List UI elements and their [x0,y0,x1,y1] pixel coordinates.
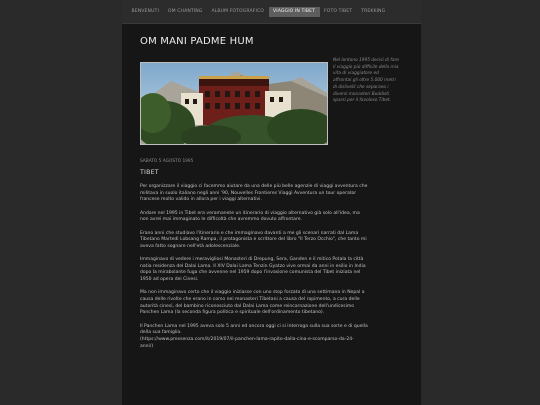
post-paragraph: Il Panchen Lama nel 1995 aveva solo 5 anni ed ancora oggi ci si interroga sulla sua sorte e di quella della sua famiglia. (https://www.pressenza.com/it/2019/07/il-panchen-lama-rapito-dalla-cina-e-scomparso-da-24- anni/) [140,323,368,349]
nav-item-benvenuti[interactable]: BENVENUTI [131,9,159,14]
post-date: SABATO 5 AGOSTO 1995 [140,159,194,164]
nav-item-trekking[interactable]: TREKKING [361,9,386,14]
page-container [122,0,421,405]
post-title[interactable]: TIBET [140,169,159,176]
post-paragraph: Erano anni che studiavo l'itinerario e che immaginavo davanti a me gli scenari narrati dal Lama Tibetano Martedì Lobsang Rampa, il protagonista e scrittore del libro "Il Terzo Occhio", che tanto mi aveva fatto sognare nell'età adolescenziale. [140,230,367,249]
post-body [140,184,412,357]
nav-item-foto-tibet[interactable]: FOTO TIBET [324,9,353,14]
post-paragraph: Per organizzare il viaggio ci facemmo aiutare da una delle più belle agenzie di viaggi avventura che militava in suolo italiano negli anni '90, Nouvelles Frontieres Viaggi Avventura un tour operator francese molto valido in allora per i viaggi alternativi. [140,184,368,203]
top-navigation [122,0,421,24]
nav-item-om-chanting[interactable]: OM CHANTING [167,9,203,14]
post-paragraph: Andare nel 1995 in Tibet era veramanete un itinerario di viaggio alternativo già solo all'idea, ma non avrei mai immaginato le difficoltà che avremmo dovuto affrontare. [140,210,360,223]
nav-item-album-fotografico[interactable]: ALBUM FOTOGRAFICO [211,9,265,14]
site-title: OM MANI PADME HUM [140,36,254,47]
nav-item-viaggio-in-tibet[interactable]: VIAGGIO IN TIBET [269,7,320,17]
intro-caption: Nel lontano 1995 decisi di fare il viaggio più difficile della mia vita di viaggiatore ed affrontai gli oltre 5.000 metri di dislivelli che separano i diversi monasteri Buddisti sparsi per il favoloso Tibet. [333,58,399,104]
post-paragraph: Ma non immaginavo certo che il viaggio iniziasse con uno stop forzato di una settimana in Nepal a causa delle rivolte che erano in corso nei monasteri Tibetani a causa del rapimento, a cura delle autorità cinesi, del bambino riconosciuto dal Dalai Lama come reincarnazione dell'undicesimo Panchen Lama (la seconda figura politica e spirituale dell'ordinamento tibetano). [140,290,365,316]
tibetan-monastery-image [141,63,327,144]
nav-list [127,0,416,24]
post-paragraph: Immaginavo di vedere i meravigliosi Monasteri di Drepung, Sera, Ganden e il mitico Potala la città natia residenza del Dalai Lama. Il XIV Dalai Lama Tenzin Gyatzo vive ormai da anni in esilio in India dopo la mirabolante fuga che avvenne nel 1959 dopo l'invasione comunista del Tibet iniziata nel 1950 ad opera dei Cinesi. [140,257,366,283]
header-photo [140,62,328,145]
